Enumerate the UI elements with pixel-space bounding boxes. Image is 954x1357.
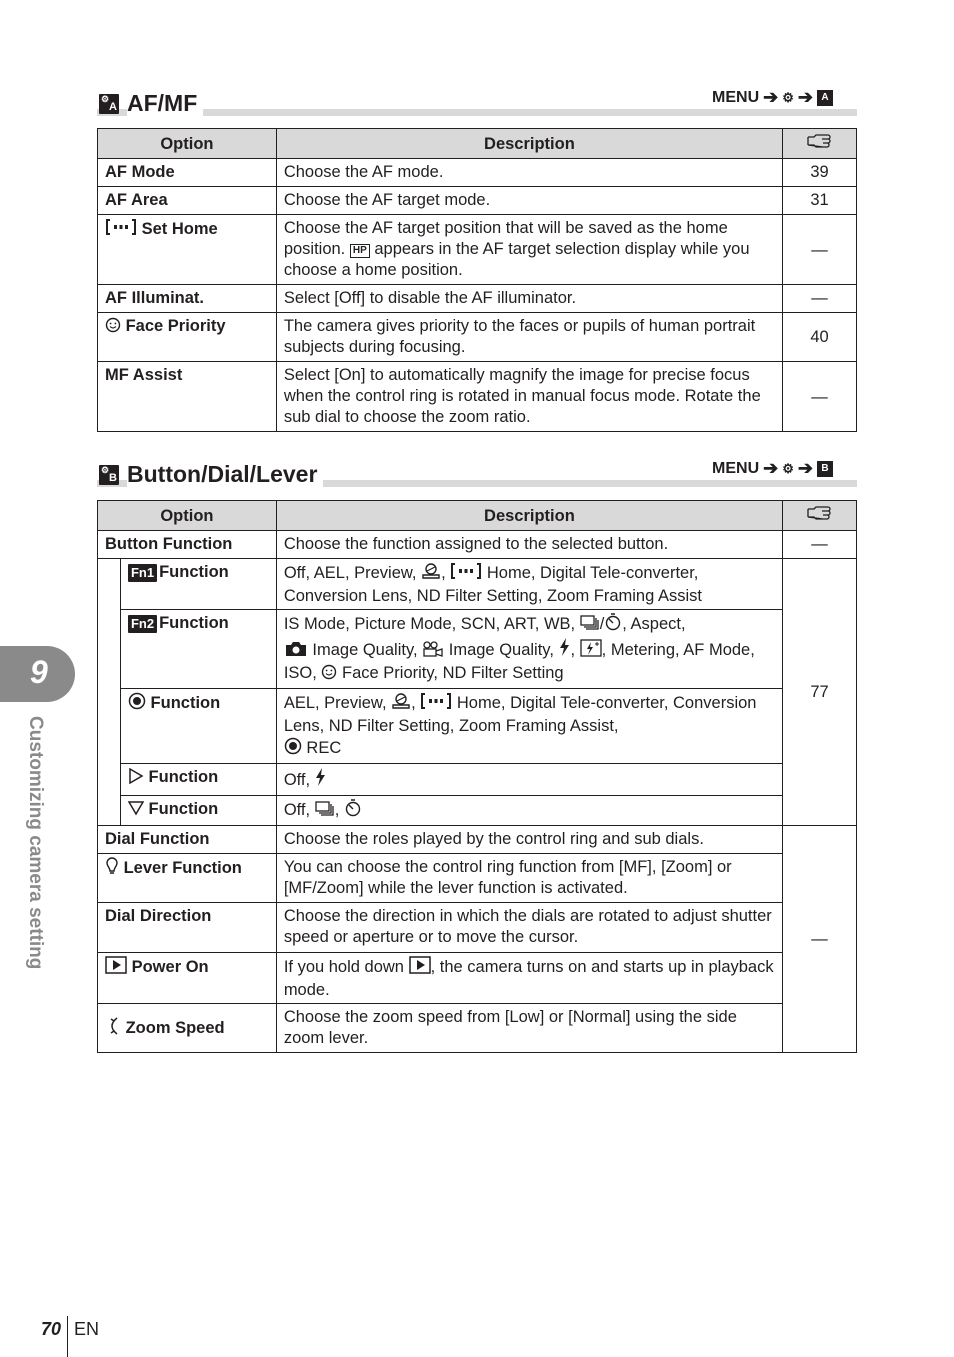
description-header: Description [276,129,782,159]
custom-menu-a-icon: A [817,90,833,106]
movie-icon [422,641,444,663]
row-description-cell [276,215,782,285]
row-description-cell [276,953,782,1004]
table-row [98,559,857,610]
arrow-right-icon: ➔ [763,458,779,478]
table-row [98,531,857,559]
table-row [98,215,857,285]
row-description: Choose the AF target mode. [276,187,782,215]
row-ref: — [783,826,857,1053]
button-dial-lever-table [97,500,857,1053]
table-row [98,313,857,362]
row-ref: 31 [783,187,857,215]
row-description: You can choose the control ring function from [MF], [Zoom] or [MF/Zoom] while the lever function is activated. [276,854,782,903]
table-row [98,285,857,313]
row-option: Power On [131,958,209,976]
row-option: MF Assist [98,362,277,432]
row-option: AF Mode [98,159,277,187]
row-description: , Metering, AF Mode, ISO, [283,641,755,682]
row-description: AEL, Preview, [283,694,387,712]
table-row [98,953,857,1004]
fn2-icon: Fn2 [128,615,157,633]
row-option: Face Priority [125,317,226,335]
preview-icon [391,692,411,716]
custom-menu-b-icon: B [817,461,833,477]
zoom-lever-icon [105,1017,121,1041]
reference-hand-icon [783,501,857,531]
row-description: IS Mode, Picture Mode, SCN, ART, WB, [283,615,576,633]
record-icon [128,692,146,716]
fn1-icon: Fn1 [128,564,157,582]
row-description: Off, [283,801,311,819]
custom-menu-a-icon: ⚙ A [101,94,117,113]
row-option: Function [150,694,221,712]
indent-cell [98,610,121,689]
row-description: Select [On] to automatically magnify the image for precise focus when the control ring is rotated in manual focus mode. Rotate the sub dial to choose the zoom ratio. [276,362,782,432]
row-option-cell [98,854,277,903]
row-option: Function [159,563,229,581]
table-row [98,689,857,764]
af-mf-table [97,128,857,432]
row-description-cell [276,764,782,796]
preview-icon [421,562,441,586]
table-row [98,903,857,953]
sequential-shooting-icon [315,801,335,823]
row-option-cell [120,689,276,764]
row-description: Choose the direction in which the dials are rotated to adjust shutter speed or aperture or to move the cursor. [276,903,782,953]
row-description-cell: IS Mode, Picture Mode, SCN, ART, WB, / , Aspect, Image Quality, Image Quality, , , Metering, AF Mode, ISO, Face Priority, ND Filter Setting [276,610,782,689]
row-option: Zoom Speed [125,1018,225,1037]
row-option: Button Function [98,531,277,559]
row-ref: — [783,285,857,313]
row-option: Function [148,768,219,786]
flash-icon [559,637,571,663]
row-description: Choose the roles played by the control ring and sub dials. [276,826,782,854]
af-target-home-icon [420,692,452,716]
row-option-cell [98,313,277,362]
chapter-tab [0,646,75,702]
row-description: Choose the function assigned to the selected button. [276,531,782,559]
page-number: 70 [41,1318,62,1339]
lever-icon [105,857,119,881]
chapter-label: Customizing camera setting [25,716,46,970]
reference-hand-icon [783,129,857,159]
row-ref: — [783,531,857,559]
sequential-shooting-icon [580,615,600,637]
face-icon [105,317,121,339]
row-description: appears in the AF target selection display while you choose a home position. [283,240,750,279]
playback-icon [105,956,127,980]
row-description: Choose the AF target position that will be saved as the home position. [283,219,728,258]
custom-gear-icon: ⚙ [782,89,794,105]
menu-path [706,87,833,108]
row-description: Home, Digital Tele-converter, Conversion Lens, ND Filter Setting, Zoom Framing Assist, [283,694,757,735]
triangle-right-icon [128,768,144,790]
option-header: Option [98,501,277,531]
row-description: Choose the zoom speed from [Low] or [Normal] using the side zoom lever. [276,1004,782,1053]
chapter-number: 9 [30,654,48,690]
row-description-cell: Off, AEL, Preview, , Home, Digital Tele-converter, Conversion Lens, ND Filter Setting, Zoom Framing Assist [276,559,782,610]
table-row [98,796,857,826]
table-header-row [98,501,857,531]
table-row [98,1004,857,1053]
row-option: AF Area [98,187,277,215]
af-target-home-icon [450,562,482,586]
table-header-row [98,129,857,159]
page-footer [41,1300,99,1357]
custom-menu-b-icon: ⚙ B [101,465,117,484]
row-ref: 39 [783,159,857,187]
indent-cell [98,559,121,610]
self-timer-icon [344,799,362,823]
self-timer-icon [604,613,622,637]
section-title: AF/MF [127,90,203,116]
row-description: REC [306,739,342,757]
language-code: EN [74,1318,100,1339]
description-header: Description [276,501,782,531]
row-option: Dial Function [98,826,277,854]
row-option-cell [120,764,276,796]
menu-label: MENU [712,459,760,477]
triangle-down-icon [128,800,144,822]
footer-divider [67,1316,68,1357]
row-ref: 77 [783,559,857,826]
row-description: Home, Digital Tele-converter, Conversion Lens, ND Filter Setting, Zoom Framing Assist [283,564,702,605]
indent-cell [98,689,121,764]
option-header: Option [98,129,277,159]
flash-compensation-icon [580,639,602,663]
table-row [98,610,857,689]
row-option-cell [120,559,276,610]
section-header-button-dial-lever [97,451,857,487]
table-row [98,826,857,854]
row-option: Dial Direction [98,903,277,953]
row-option: AF Illuminat. [98,285,277,313]
table-row [98,187,857,215]
arrow-right-icon: ➔ [763,87,779,107]
row-description: Off, AEL, Preview, [283,564,417,582]
row-option: Set Home [141,220,218,238]
playback-icon [409,956,431,980]
row-option-cell [98,215,277,285]
section-rule [97,109,857,116]
row-description: , the camera turns on and starts up in playback mode. [283,958,774,999]
indent-cell [98,764,121,796]
row-description-cell: AEL, Preview, , Home, Digital Tele-converter, Conversion Lens, ND Filter Setting, Zoom Framing Assist, REC [276,689,782,764]
section-title: Button/Dial/Lever [127,461,323,487]
indent-cell [98,796,121,826]
row-description: Image Quality, [448,641,554,659]
row-ref: — [783,215,857,285]
row-option-cell [98,1004,277,1053]
row-description: Select [Off] to disable the AF illuminator. [276,285,782,313]
camera-icon [284,641,308,663]
menu-path [706,458,833,479]
row-ref: — [783,362,857,432]
arrow-right-icon: ➔ [797,458,813,478]
row-option-cell [120,796,276,826]
af-target-home-icon [105,218,137,242]
row-option: Lever Function [123,859,242,877]
table-row [98,362,857,432]
row-description: , Aspect, [622,615,686,633]
row-description: If you hold down [283,958,404,976]
table-row [98,764,857,796]
record-icon [284,737,302,761]
section-header-af-mf [97,80,857,116]
hp-icon: HP [350,244,370,258]
row-description: Image Quality, [312,641,418,659]
row-description: Face Priority, ND Filter Setting [342,664,564,682]
row-ref: 40 [783,313,857,362]
flash-icon [315,767,327,793]
menu-label: MENU [712,88,760,106]
row-option-cell [98,953,277,1004]
row-description: Off, [283,771,311,789]
row-option: Function [159,614,229,632]
chapter-label-wrap [26,716,46,1006]
row-description-cell: Off, , [276,796,782,826]
row-description: Choose the AF mode. [276,159,782,187]
face-icon [321,664,337,686]
custom-gear-icon: ⚙ [782,460,794,476]
arrow-right-icon: ➔ [797,87,813,107]
table-row [98,854,857,903]
row-option-cell [120,610,276,689]
row-description: The camera gives priority to the faces or pupils of human portrait subjects during focusing. [276,313,782,362]
row-option: Function [148,800,219,818]
table-row [98,159,857,187]
